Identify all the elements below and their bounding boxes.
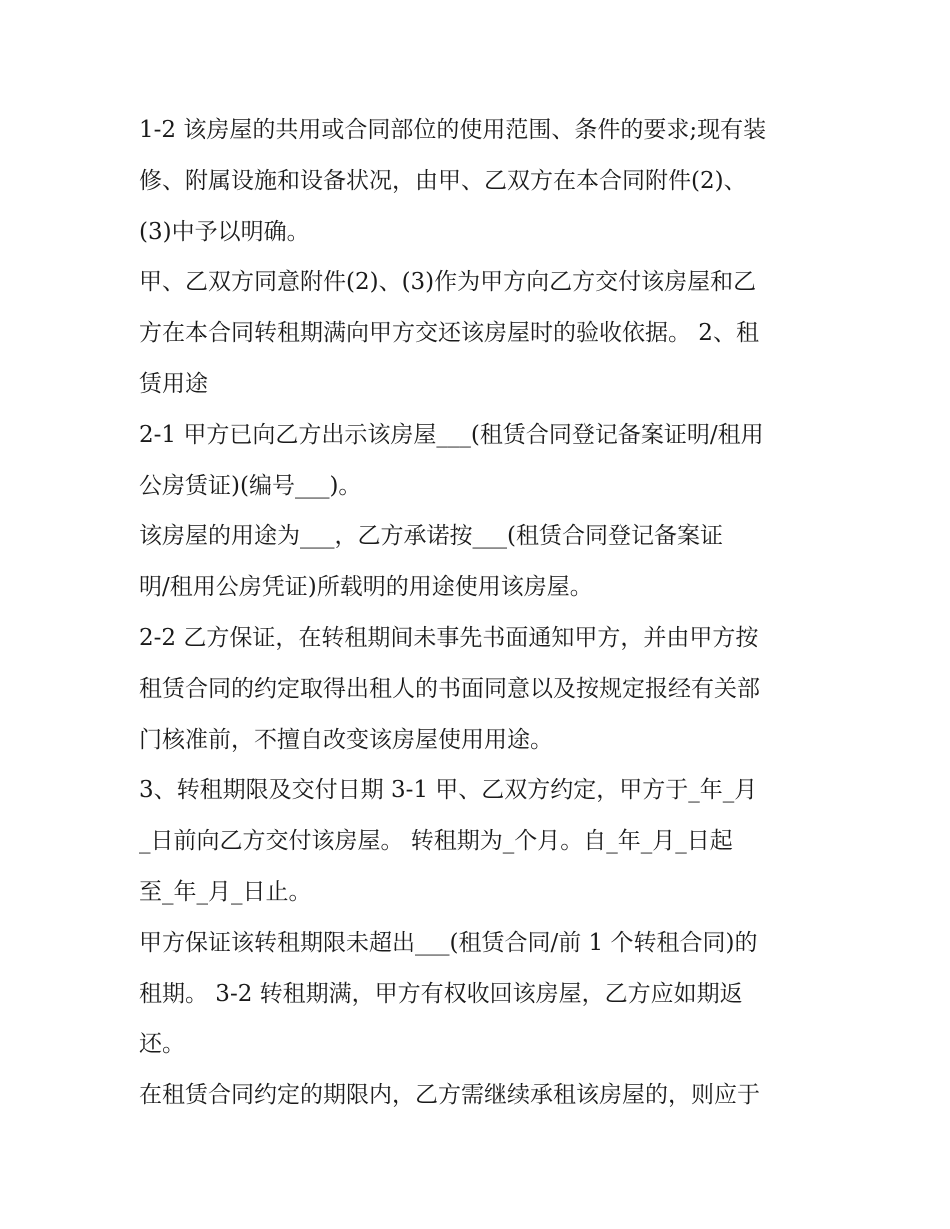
paragraph-3-2 [139, 923, 819, 1075]
paragraph-2-2 [139, 618, 819, 770]
text-line: 甲方保证该转租期限未超出___(租赁合同/前 1 个转租合同)的 [139, 929, 758, 956]
text-line: 租期。 3-2 转租期满，甲方有权收回该房屋，乙方应如期返 [139, 980, 743, 1007]
document-body [139, 110, 819, 1126]
paragraph-renewal [139, 1075, 819, 1126]
text-line: 至_年_月_日止。 [139, 878, 312, 905]
text-line: 公房赁证)(编号___)。 [139, 472, 362, 499]
text-line: 2-1 甲方已向乙方出示该房屋___(租赁合同登记备案证明/租用 [139, 421, 764, 448]
paragraph-acceptance-basis [139, 262, 819, 414]
text-line: 在租赁合同约定的期限内，乙方需继续承租该房屋的，则应于 [139, 1082, 760, 1109]
text-line: 3、转租期限及交付日期 3-1 甲、乙双方约定，甲方于_年_月 [139, 777, 758, 804]
text-line: 赁用途 [139, 370, 208, 397]
text-line: 门核准前，不擅自改变该房屋使用用途。 [139, 726, 553, 753]
text-line: (3)中予以明确。 [139, 218, 310, 245]
text-line: 2-2 乙方保证，在转租期间未事先书面通知甲方，并由甲方按 [139, 624, 759, 651]
text-line: 甲、乙双方同意附件(2)、(3)作为甲方向乙方交付该房屋和乙 [139, 269, 757, 296]
paragraph-2-1 [139, 415, 819, 517]
text-line: 租赁合同的约定取得出租人的书面同意以及按规定报经有关部 [139, 675, 760, 702]
text-line: 明/租用公房凭证)所载明的用途使用该房屋。 [139, 574, 593, 601]
text-line: _日前向乙方交付该房屋。 转租期为_个月。自_年_月_日起 [139, 828, 733, 855]
paragraph-3-term [139, 770, 819, 922]
paragraph-usage [139, 516, 819, 618]
text-line: 1-2 该房屋的共用或合同部位的使用范围、条件的要求;现有装 [139, 117, 767, 143]
text-line: 还。 [139, 1031, 185, 1058]
text-line: 该房屋的用途为___，乙方承诺按___(租赁合同登记备案证 [139, 523, 723, 550]
text-line: 方在本合同转租期满向甲方交还该房屋时的验收依据。 2、租 [139, 320, 759, 347]
text-line: 修、附属设施和设备状况，由甲、乙双方在本合同附件(2)、 [139, 167, 747, 194]
paragraph-1-2 [139, 110, 819, 262]
